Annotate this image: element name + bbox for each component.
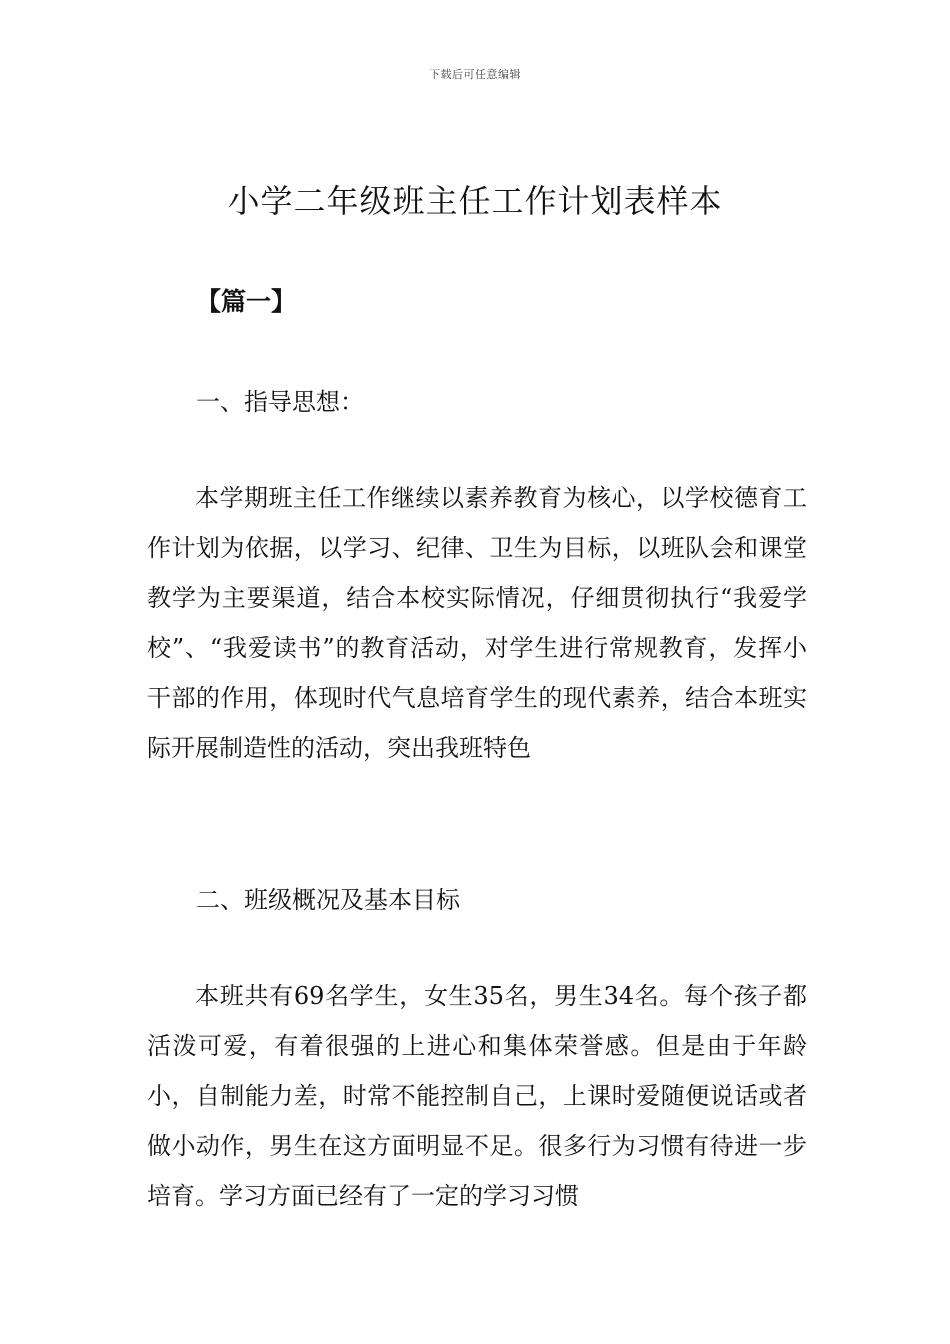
document-title: 小学二年级班主任工作计划表样本 xyxy=(227,182,723,220)
section-paragraph-class-overview: 本班共有69名学生，女生35名，男生34名。每个孩子都活泼可爱，有着很强的上进心和集体荣誉感。但是由于年龄小，自制能力差，时常不能控制自己，上课时爱随便说话或者做小动作，男生在这方面明显不足。很多行为习惯有待进一步培育。学习方面已经有了一定的学习习惯 xyxy=(147,982,807,1210)
section-heading-guiding-ideology: 一、指导思想： xyxy=(196,388,364,416)
section-heading-class-overview: 二、班级概况及基本目标 xyxy=(196,886,460,914)
part-label: 【篇一】 xyxy=(196,287,297,316)
section-paragraph-guiding-ideology: 本学期班主任工作继续以素养教育为核心，以学校德育工作计划为依据，以学习、纪律、卫生为目标，以班队会和课堂教学为主要渠道，结合本校实际情况，仔细贯彻执行“我爱学校”、“我爱读书”的教育活动，对学生进行常规教育，发挥小干部的作用，体现时代气息培育学生的现代素养，结合本班实际开展制造性的活动，突出我班特色 xyxy=(147,484,807,762)
header-note: 下载后可任意编辑 xyxy=(429,68,521,81)
